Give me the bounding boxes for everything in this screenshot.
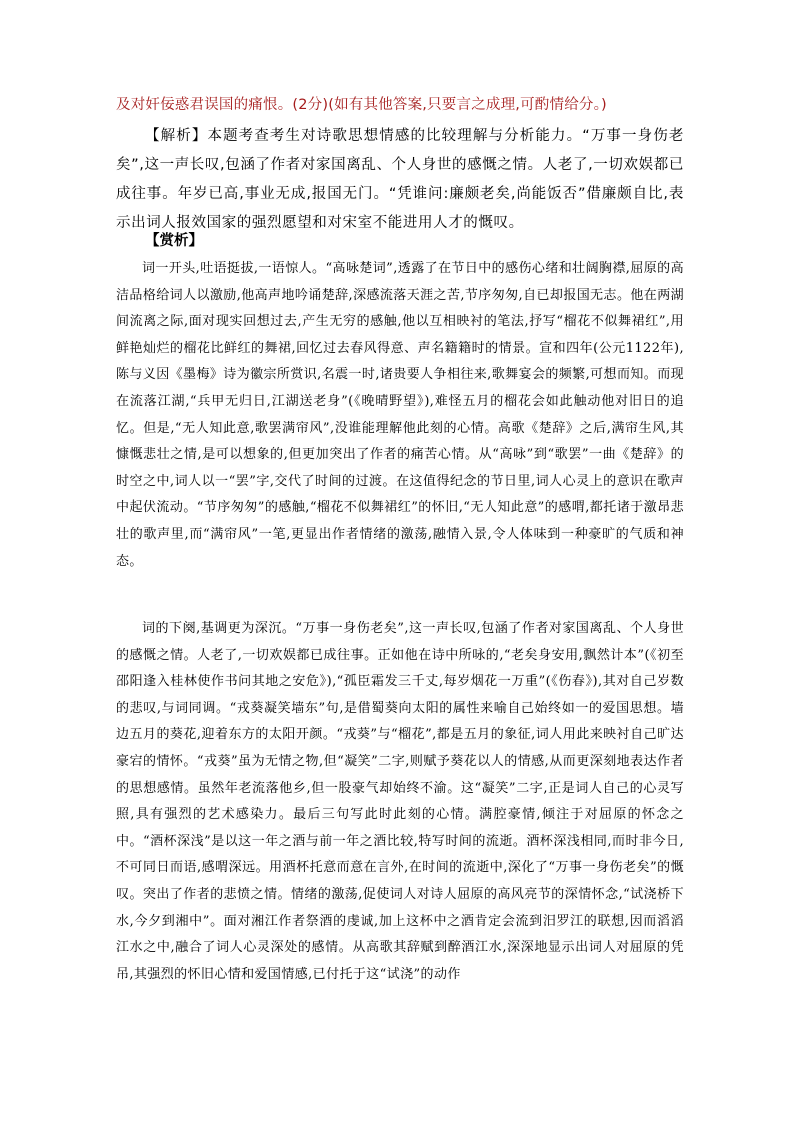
- appreciation-paragraph-1: 词一开头,吐语挺拔,一语惊人。“高咏楚词”,透露了在节日中的感伤心绪和壮阔胸襟,屈原的高洁品格给词人以激励,他高声地吟诵楚辞,深感流落天涯之苦,节序匆匆,自已却报国无志。他在两湖间流离之际,面对现实回想过去,产生无穷的感触,他以互相映衬的笔法,抒写“榴花不似舞裙红”,用鲜艳灿烂的榴花比鲜红的舞裙,回忆过去春风得意、声名籍籍时的情景。宣和四年(公元1122年),陈与义因《墨梅》诗为徽宗所赏识,名震一时,诸贵要人争相往来,歌舞宴会的频繁,可想而知。而现在流落江湖,“兵甲无归日,江湖送老身”(《晚晴野望》),难怪五月的榴花会如此触动他对旧日的追忆。但是,“无人知此意,歌罢满帘风”,没谁能理解他此刻的心情。高歌《楚辞》之后,满帘生风,其慷慨悲壮之情,是可以想象的,但更加突出了作者的痛苦心情。从“高咏”到“歌罢”一曲《楚辞》的时空之中,词人以一“罢”字,交代了时间的过渡。在这值得纪念的节日里,词人心灵上的意识在歌声中起伏流动。“节序匆匆”的感触,“榴花不似舞裙红”的怀旧,“无人知此意”的感喟,都托诸于激昂悲壮的歌声里,而“满帘风”一笔,更显出作者情绪的激荡,融情入景,令人体味到一种豪旷的气质和神态。: [116, 261, 684, 569]
- appreciation-paragraph-2: 词的下阕,基调更为深沉。“万事一身伤老矣”,这一声长叹,包涵了作者对家国离乱、个人身世的感慨之情。人老了,一切欢娱都已成往事。正如他在诗中所咏的,“老矣身安用,飘然计本”(《初至邵阳逢入桂林使作书问其地之安危》),“孤臣霜发三千丈,每岁烟花一万重”(《伤春》),其对自己岁数的悲叹,与词同调。“戎葵凝笑墙东”句,是借蜀葵向太阳的属性来喻自己始终如一的爱国思想。墙边五月的葵花,迎着东方的太阳开颜。“戎葵”与“榴花”,都是五月的象征,词人用此来映衬自己旷达豪宕的情怀。“戎葵”虽为无情之物,但“凝笑”二字,则赋予葵花以人的情感,从而更深刻地表达作者的思想感情。虽然年老流落他乡,但一股豪气却始终不渝。这“凝笑”二字,正是词人自己的心灵写照,具有强烈的艺术感染力。最后三句写此时此刻的心情。满腔豪情,倾注于对屈原的怀念之中。“酒杯深浅”是以这一年之酒与前一年之酒比较,特写时间的流逝。酒杯深浅相同,而时非今日,不可同日而语,感喟深远。用酒杯托意而意在言外,在时间的流逝中,深化了“万事一身伤老矣”的慨叹。突出了作者的悲愤之情。情绪的激荡,促使词人对诗人屈原的高风亮节的深情怀念,“试浇桥下水,今夕到湘中”。面对湘江作者祭酒的虔诚,加上这杯中之酒肯定会流到汨罗江的联想,因而滔滔江水之中,融合了词人心灵深处的感情。从高歌其辞赋到醉酒江水,深深地显示出词人对屈原的凭吊,其强烈的怀旧心情和爱国情感,已付托于这“试浇”的动作: [116, 621, 684, 982]
- appreciation-heading: 【赏析】: [145, 233, 203, 249]
- analysis-paragraph: 【解析】本题考查考生对诗歌思想情感的比较理解与分析能力。“万事一身伤老矣”,这一声长叹,包涵了作者对家国离乱、个人身世的感慨之情。人老了,一切欢娱都已成往事。年岁已高,事业无成,报国无门。“凭谁问:廉颇老矣,尚能饭否”借廉颇自比,表示出词人报效国家的强烈愿望和对宋室不能进用人才的慨叹。: [116, 128, 684, 231]
- answer-text: 及对奸佞惑君误国的痛恨。(2分)(如有其他答案,只要言之成理,可酌情给分。): [116, 97, 607, 113]
